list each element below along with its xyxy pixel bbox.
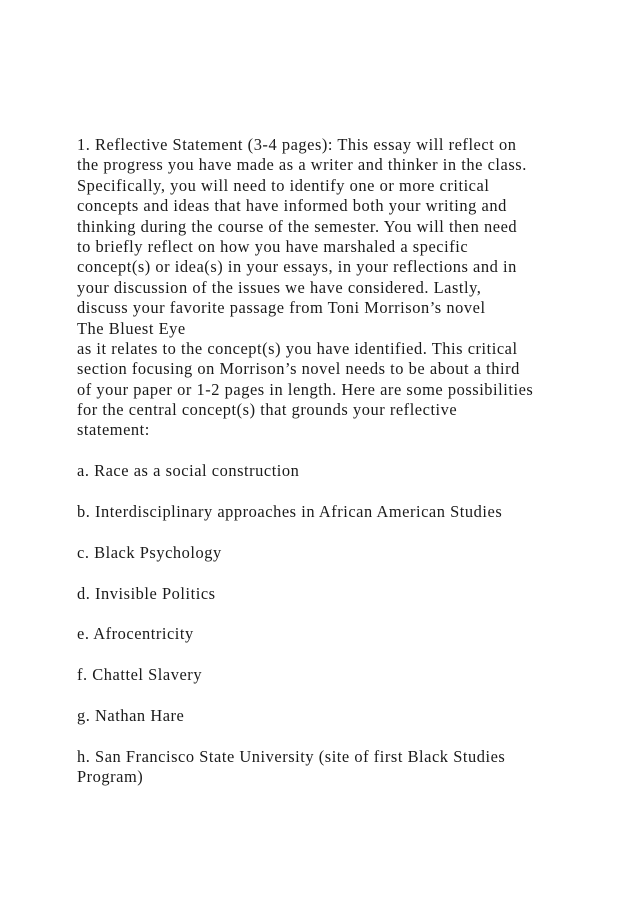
intro-line: as it relates to the concept(s) you have identified. This critical <box>77 338 518 358</box>
list-item <box>77 543 622 563</box>
list-item-text: e. Afrocentricity <box>77 624 194 644</box>
intro-paragraph <box>77 135 622 441</box>
list-item <box>77 747 622 788</box>
intro-line: concepts and ideas that have informed both your writing and <box>77 196 507 216</box>
list-item <box>77 706 622 726</box>
list-item-text: f. Chattel Slavery <box>77 665 203 685</box>
list-item <box>77 624 622 644</box>
document-body <box>77 135 622 788</box>
list-item-text: Program) <box>77 767 144 787</box>
intro-line: for the central concept(s) that grounds your reflective <box>77 400 458 420</box>
novel-title: The Bluest Eye <box>77 318 186 338</box>
intro-line: the progress you have made as a writer and thinker in the class. <box>77 155 527 175</box>
list-item-text: a. Race as a social construction <box>77 461 300 481</box>
list-item-text: g. Nathan Hare <box>77 705 185 725</box>
intro-line: your discussion of the issues we have considered. Lastly, <box>77 277 482 297</box>
intro-line: section focusing on Morrison’s novel needs to be about a third <box>77 359 520 379</box>
list-item-text: b. Interdisciplinary approaches in African American Studies <box>77 502 503 522</box>
list-item-text: c. Black Psychology <box>77 542 222 562</box>
list-item <box>77 584 622 604</box>
intro-line: thinking during the course of the semester. You will then need <box>77 216 518 236</box>
concept-list <box>77 461 622 787</box>
intro-line: of your paper or 1-2 pages in length. Here are some possibilities <box>77 379 534 399</box>
intro-line: concept(s) or idea(s) in your essays, in your reflections and in <box>77 257 517 277</box>
intro-line: 1. Reflective Statement (3-4 pages): This essay will reflect on <box>77 135 517 154</box>
intro-line: discuss your favorite passage from Toni Morrison’s novel <box>77 298 486 318</box>
list-item-text: h. San Francisco State University (site of first Black Studies <box>77 746 506 766</box>
list-item <box>77 665 622 685</box>
intro-line: to briefly reflect on how you have marshaled a specific <box>77 236 469 256</box>
list-item-text: d. Invisible Politics <box>77 583 216 603</box>
intro-line: statement: <box>77 420 150 440</box>
intro-line: Specifically, you will need to identify one or more critical <box>77 175 490 195</box>
list-item <box>77 461 622 481</box>
list-item <box>77 502 622 522</box>
